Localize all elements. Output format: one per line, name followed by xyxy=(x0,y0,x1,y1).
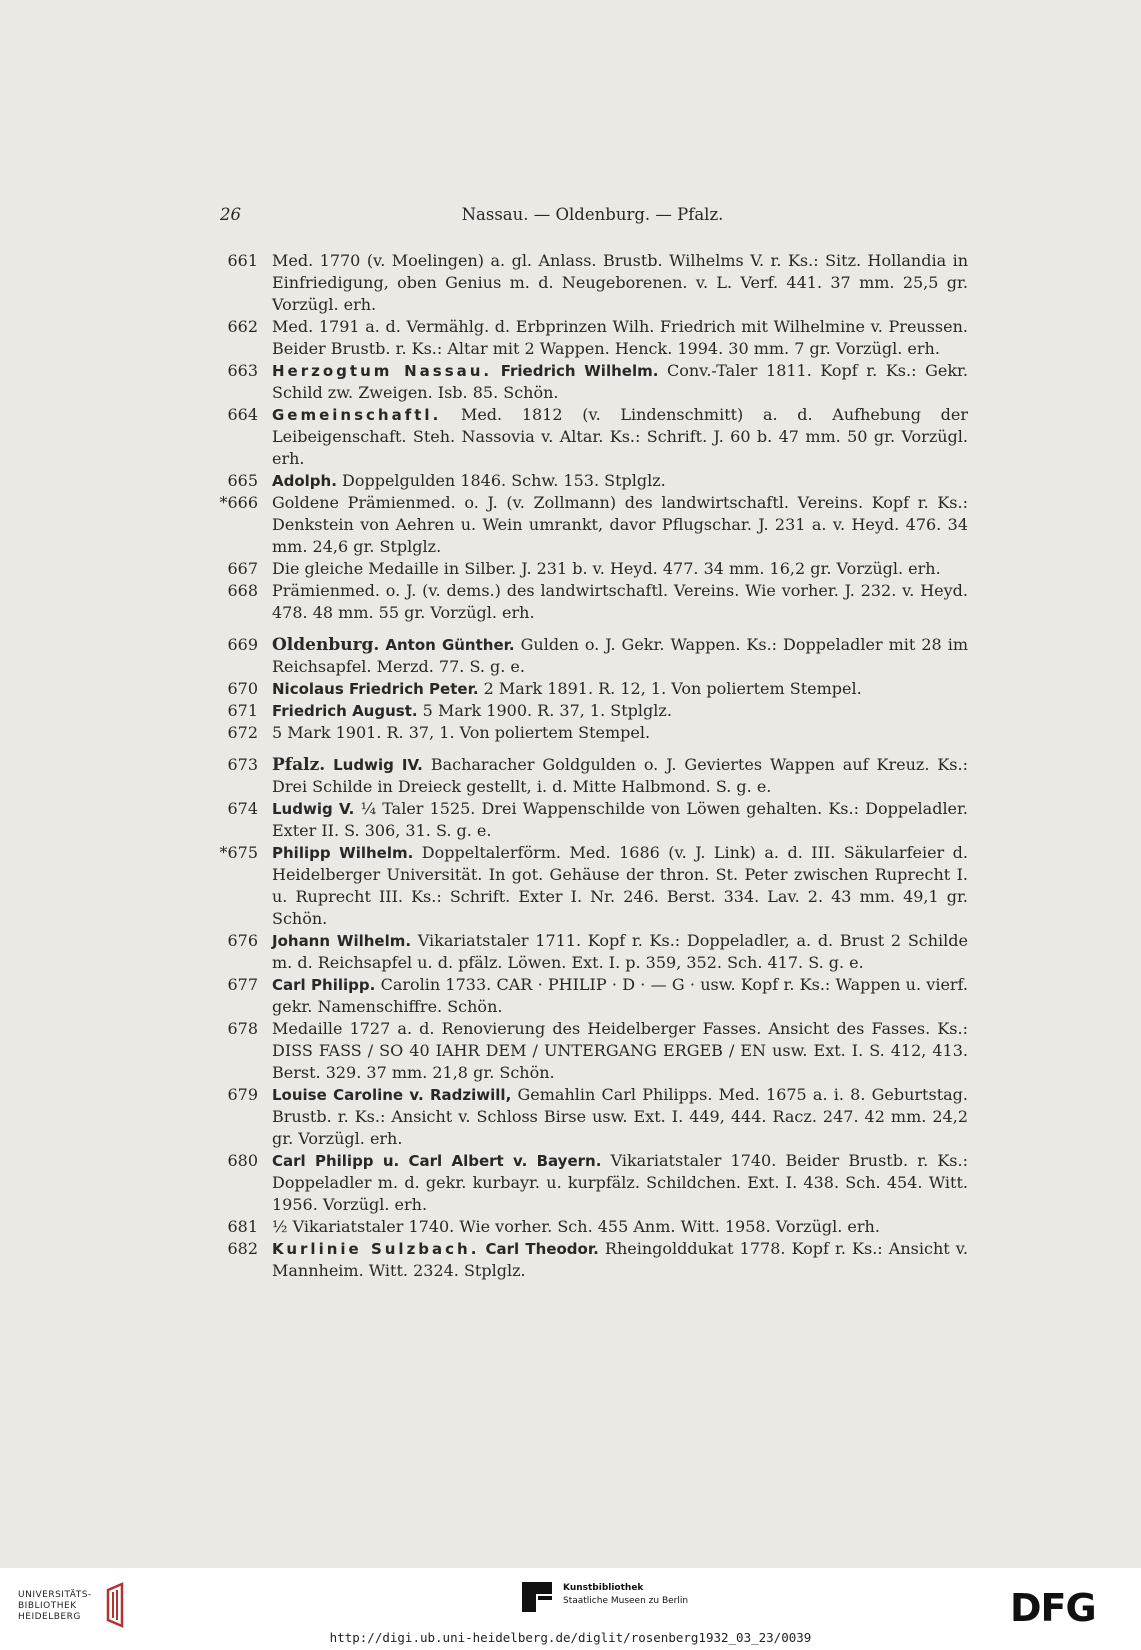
ruler-name: Johann Wilhelm. xyxy=(272,932,412,950)
catalog-entry xyxy=(204,1084,968,1150)
entry-number: 681 xyxy=(227,1217,258,1236)
entry-description: Gulden o. J. Gekr. Wappen. Ks.: Doppeladler mit 28 im Reichsapfel. Merzd. 77. S. g. e. xyxy=(272,635,968,676)
entry-description: ¼ Taler 1525. Drei Wappenschilde von Löwen gehalten. Ks.: Doppeladler. Exter II. S. 306, 31. S. g. e. xyxy=(272,799,969,840)
entry-description: Med. 1812 (v. Lindenschmitt) a. d. Aufhebung der Leibeigenschaft. Steh. Nassovia v. Altar. Ks.: Schrift. J. 60 b. 47 mm. 50 gr. Vorzügl. erh. xyxy=(272,405,968,468)
catalog-entry xyxy=(204,1216,968,1238)
page-number: 26 xyxy=(220,205,241,224)
kb-title: Kunstbibliothek xyxy=(563,1583,644,1593)
page-title: Nassau. — Oldenburg. — Pfalz. xyxy=(461,205,724,224)
ruler-name: Louise Caroline v. Radziwill, xyxy=(272,1086,512,1104)
ruler-name: Adolph. xyxy=(272,472,337,490)
entry-number: 667 xyxy=(227,559,258,578)
ruler-name: Ludwig V. xyxy=(272,800,355,818)
permalink-url[interactable]: http://digi.ub.uni-heidelberg.de/diglit/rosenberg1932_03_23/0039 xyxy=(329,1630,812,1645)
dfg-logo[interactable]: DFG xyxy=(1010,1586,1096,1630)
entry-number: 672 xyxy=(227,723,258,742)
entry-description: 5 Mark 1900. R. 37, 1. Stplglz. xyxy=(422,701,672,720)
catalog-entry xyxy=(204,634,968,678)
ruler-name: Nicolaus Friedrich Peter. xyxy=(272,680,479,698)
entry-description: Carolin 1733. CAR · PHILIP · D · — G · usw. Kopf r. Ks.: Wappen u. vierf. gekr. Namenschiffre. Schön. xyxy=(272,975,968,1016)
catalog-entry xyxy=(204,404,968,470)
ruler-name: Carl Theodor. xyxy=(485,1240,599,1258)
entry-number: 668 xyxy=(227,581,258,600)
entry-number: 664 xyxy=(227,405,258,424)
entry-number: 669 xyxy=(227,635,258,654)
ruler-name: Ludwig IV. xyxy=(333,756,423,774)
ruler-name: Friedrich Wilhelm. xyxy=(500,362,659,380)
entry-number: 680 xyxy=(227,1151,258,1170)
entry-number: 665 xyxy=(227,471,258,490)
entry-description: Medaille 1727 a. d. Renovierung des Heidelberger Fasses. Ansicht des Fasses. Ks.: DISS FASS / SO 40 IAHR DEM / UNTERGANG ERGEB / EN usw. Ext. I. S. 412, 413. Berst. 329. 37 mm. 21,8 gr. Schön. xyxy=(272,1019,968,1082)
entry-number: 678 xyxy=(227,1019,258,1038)
entry-number: 674 xyxy=(227,799,258,818)
entry-description: Bacharacher Goldgulden o. J. Geviertes Wappen auf Kreuz. Ks.: Drei Schilde in Dreieck gestellt, i. d. Mitte Halbmond. S. g. e. xyxy=(272,755,968,796)
spaced-heading: Herzogtum Nassau. xyxy=(272,362,493,380)
ub-line: BIBLIOTHEK xyxy=(18,1601,77,1611)
catalog-entry xyxy=(204,722,968,744)
spaced-heading: Gemeinschaftl. xyxy=(272,406,442,424)
entry-number: 662 xyxy=(227,317,258,336)
ruler-name: Carl Philipp u. Carl Albert v. Bayern. xyxy=(272,1152,602,1170)
entry-number: 673 xyxy=(227,755,258,774)
entry-description: Med. 1791 a. d. Vermählg. d. Erbprinzen Wilh. Friedrich mit Wilhelmine v. Preussen. Beider Brustb. r. Ks.: Altar mit 2 Wappen. Henck. 1994. 30 mm. 7 gr. Vorzügl. erh. xyxy=(272,317,968,358)
catalog-entry xyxy=(204,678,968,700)
ub-line: UNIVERSITÄTS- xyxy=(18,1590,92,1600)
catalog-entry xyxy=(204,250,968,316)
entry-description: Conv.-Taler 1811. Kopf r. Ks.: Gekr. Schild zw. Zweigen. Isb. 85. Schön. xyxy=(272,361,968,402)
catalog-entry xyxy=(204,974,968,1018)
section-heading: Pfalz. xyxy=(272,755,326,775)
footer-bar xyxy=(0,1568,1141,1650)
section-heading: Oldenburg. xyxy=(272,635,380,655)
ruler-name: Anton Günther. xyxy=(385,636,515,654)
entry-number: 663 xyxy=(227,361,258,380)
kb-subtitle: Staatliche Museen zu Berlin xyxy=(563,1596,689,1606)
catalog-entries xyxy=(204,250,968,1282)
entry-number: 677 xyxy=(227,975,258,994)
catalog-entry xyxy=(204,700,968,722)
catalog-entry xyxy=(204,842,968,930)
entry-number: 682 xyxy=(227,1239,258,1258)
entry-description: Die gleiche Medaille in Silber. J. 231 b. v. Heyd. 477. 34 mm. 16,2 gr. Vorzügl. erh. xyxy=(272,559,941,578)
entry-description: Prämienmed. o. J. (v. dems.) des landwirtschaftl. Vereins. Wie vorher. J. 232. v. Heyd. 478. 48 mm. 55 gr. Vorzügl. erh. xyxy=(272,581,968,622)
entry-number: *675 xyxy=(219,843,258,862)
catalog-entry xyxy=(204,580,968,624)
entry-number: 670 xyxy=(227,679,258,698)
catalog-entry xyxy=(204,470,968,492)
entry-description: 5 Mark 1901. R. 37, 1. Von poliertem Stempel. xyxy=(272,723,651,742)
spaced-heading: Kurlinie Sulzbach. xyxy=(272,1240,480,1258)
catalog-entry xyxy=(204,798,968,842)
ruler-name: Friedrich August. xyxy=(272,702,418,720)
catalog-entry xyxy=(204,1018,968,1084)
catalog-entry xyxy=(204,558,968,580)
entry-description: ½ Vikariatstaler 1740. Wie vorher. Sch. 455 Anm. Witt. 1958. Vorzügl. erh. xyxy=(272,1217,880,1236)
entry-description: Doppelgulden 1846. Schw. 153. Stplglz. xyxy=(342,471,666,490)
running-header xyxy=(220,205,965,231)
catalog-entry xyxy=(204,1238,968,1282)
entry-description: Doppeltalerförm. Med. 1686 (v. J. Link) a. d. III. Säkularfeier d. Heidelberger Universität. In got. Gehäuse der thron. St. Peter zwischen Ruprecht I. u. Ruprecht III. Ks.: Schrift. Exter I. Nr. 246. Berst. 334. Lav. 2. 43 mm. 49,1 gr. Schön. xyxy=(272,843,968,928)
entry-description: Gemahlin Carl Philipps. Med. 1675 a. i. 8. Geburtstag. Brustb. r. Ks.: Ansicht v. Schloss Birse usw. Ext. I. 449, 444. Racz. 247. 42 mm. 24,2 gr. Vorzügl. erh. xyxy=(272,1085,968,1148)
entry-description: 2 Mark 1891. R. 12, 1. Von poliertem Stempel. xyxy=(483,679,862,698)
entry-description: Vikariatstaler 1711. Kopf r. Ks.: Doppeladler, a. d. Brust 2 Schilde m. d. Reichsapfel u. d. pfälz. Löwen. Ext. I. p. 359, 352. Sch. 417. S. g. e. xyxy=(272,931,969,972)
entry-description: Med. 1770 (v. Moelingen) a. gl. Anlass. Brustb. Wilhelms V. r. Ks.: Sitz. Hollandia in Einfriedigung, oben Genius m. d. Neugeborenen. v. L. Verf. 441. 37 mm. 25,5 gr. Vorzügl. erh. xyxy=(272,251,968,314)
catalog-entry xyxy=(204,1150,968,1216)
entry-description: Vikariatstaler 1740. Beider Brustb. r. Ks.: Doppeladler m. d. gekr. kurbayr. u. kurpfälz. Schildchen. Ext. I. 438. Sch. 454. Witt. 1956. Vorzügl. erh. xyxy=(272,1151,968,1214)
catalog-entry xyxy=(204,930,968,974)
kunstbibliothek-logo-icon xyxy=(522,1582,556,1618)
entry-number: 661 xyxy=(227,251,258,270)
kunstbibliothek-label[interactable] xyxy=(563,1582,688,1608)
entry-description: Goldene Prämienmed. o. J. (v. Zollmann) des landwirtschaftl. Vereins. Kopf r. Ks.: Denkstein von Aehren u. Wein umrankt, davor Pflugschar. J. 231 a. v. Heyd. 476. 34 mm. 24,6 gr. Stplglz. xyxy=(272,493,968,556)
ruler-name: Carl Philipp. xyxy=(272,976,376,994)
ruler-name: Philipp Wilhelm. xyxy=(272,844,414,862)
entry-number: *666 xyxy=(219,493,258,512)
ub-line: HEIDELBERG xyxy=(18,1612,81,1622)
ub-emblem-icon xyxy=(100,1582,130,1628)
catalog-entry xyxy=(204,360,968,404)
entry-number: 671 xyxy=(227,701,258,720)
catalog-entry xyxy=(204,492,968,558)
entry-description: Rheingolddukat 1778. Kopf r. Ks.: Ansicht v. Mannheim. Witt. 2324. Stplglz. xyxy=(272,1239,968,1280)
catalog-entry xyxy=(204,316,968,360)
catalog-entry xyxy=(204,754,968,798)
entry-number: 679 xyxy=(227,1085,258,1104)
entry-number: 676 xyxy=(227,931,258,950)
